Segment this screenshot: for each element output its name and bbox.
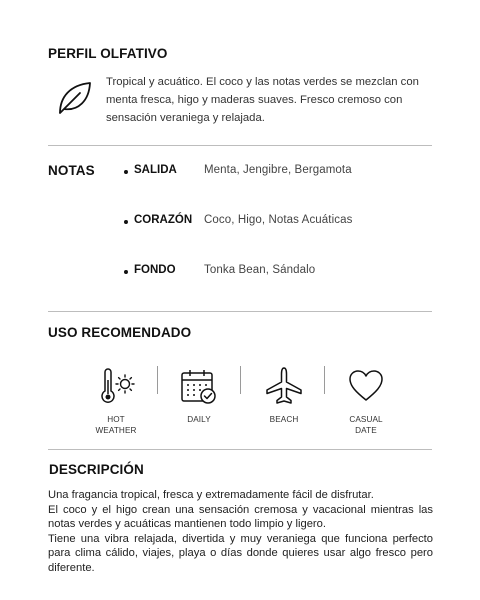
usage-heading: USO RECOMENDADO: [48, 325, 192, 340]
note-value-fondo: Tonka Bean, Sándalo: [204, 264, 316, 276]
usage-label-daily: DAILY: [187, 415, 211, 424]
calendar-icon: [179, 366, 219, 406]
heart-icon: [346, 366, 386, 406]
leaf-icon: [56, 79, 94, 117]
airplane-icon: [264, 366, 304, 406]
description-paragraph: Tiene una vibra relajada, divertida y muy veraniega que funciona perfecto para clima cálido, viajes, playa o días donde quieres usar algo fresco pero diferente.: [48, 532, 433, 574]
usage-label-casual-date: CASUAL DATE: [349, 415, 383, 435]
note-label-salida: SALIDA: [134, 164, 177, 176]
bullet: [124, 170, 128, 174]
note-value-salida: Menta, Jengibre, Bergamota: [204, 164, 352, 176]
notes-heading: NOTAS: [48, 163, 95, 178]
separator: [324, 366, 325, 394]
note-value-corazon: Coco, Higo, Notas Acuáticas: [204, 214, 353, 226]
bullet: [124, 220, 128, 224]
separator: [240, 366, 241, 394]
separator: [157, 366, 158, 394]
divider: [48, 145, 432, 146]
usage-label-beach: BEACH: [269, 415, 299, 424]
divider: [48, 311, 432, 312]
profile-heading: PERFIL OLFATIVO: [48, 46, 168, 61]
description-heading: DESCRIPCIÓN: [49, 462, 144, 477]
bullet: [124, 270, 128, 274]
divider: [48, 449, 432, 450]
description-paragraph: Una fragancia tropical, fresca y extremadamente fácil de disfrutar.: [48, 489, 374, 501]
profile-description: Tropical y acuático. El coco y las notas verdes se mezclan con menta fresca, higo y maderas suaves. Fresco cremoso con sensación veraniega y relajada.: [106, 76, 419, 124]
note-label-corazon: CORAZÓN: [134, 214, 193, 226]
description-paragraph: El coco y el higo crean una sensación cremosa y vacacional mientras las notas verdes y acuáticas mantienen todo limpio y ligero.: [48, 503, 433, 531]
description-body: [48, 488, 433, 576]
note-label-fondo: FONDO: [134, 264, 176, 276]
usage-label-hot-weather: HOT WEATHER: [95, 415, 137, 435]
thermometer-sun-icon: [96, 366, 136, 406]
